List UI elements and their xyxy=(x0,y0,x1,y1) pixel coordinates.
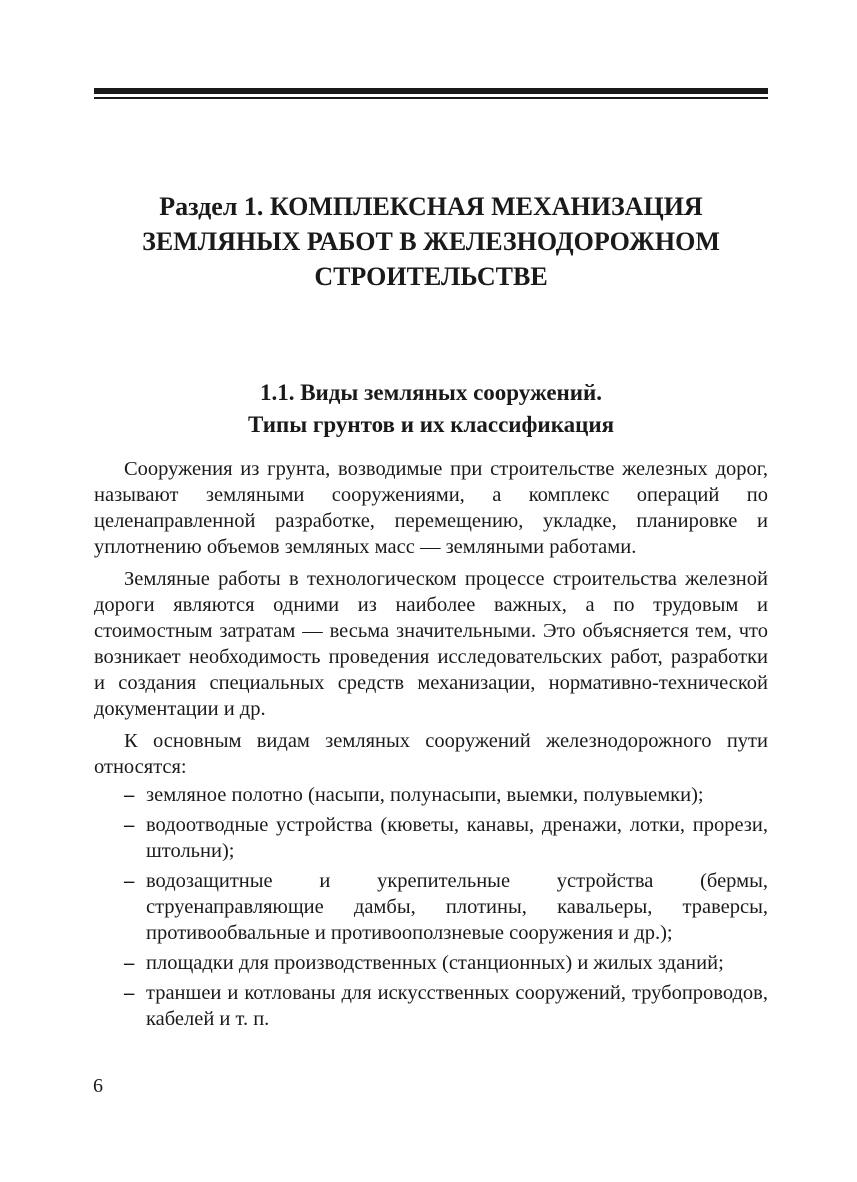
subsection-title-line: 1.1. Виды земляных сооружений. xyxy=(259,380,603,405)
dash-bullet: – xyxy=(124,982,135,1004)
paragraph: К основным видам земляных сооружений железнодорожного пути относятся: xyxy=(94,730,768,778)
paragraph: Сооружения из грунта, возводимые при строительстве железных дорог, называют земляными сооружениями, а комплекс операций по целенаправленной разработке, перемещению, укладке, планировке и уплотнению объемов земляных масс — земляными работами. xyxy=(94,458,768,558)
section-title-line: СТРОИТЕЛЬСТВЕ xyxy=(314,262,548,291)
list-item xyxy=(94,950,768,976)
list-item-text: площадки для производственных (станционных) и жилых зданий; xyxy=(146,952,724,974)
subsection-title-line: Типы грунтов и их классификация xyxy=(247,412,615,437)
subsection-title xyxy=(94,377,768,441)
section-title-line: Раздел 1. КОМПЛЕКСНАЯ МЕХАНИЗАЦИЯ xyxy=(159,192,703,221)
header-rule-thick xyxy=(94,88,768,94)
dash-bullet: – xyxy=(124,784,135,806)
body-text xyxy=(94,456,768,1036)
earthwork-types-list xyxy=(94,782,768,1032)
list-item xyxy=(94,812,768,864)
dash-bullet: – xyxy=(124,814,135,836)
list-item-text: земляное полотно (насыпи, полунасыпи, выемки, полувыемки); xyxy=(146,784,704,806)
dash-bullet: – xyxy=(124,870,135,892)
list-item xyxy=(94,868,768,946)
section-title xyxy=(94,189,768,294)
section-title-line: ЗЕМЛЯНЫХ РАБОТ В ЖЕЛЕЗНОДОРОЖНОМ xyxy=(142,227,720,256)
paragraph: Земляные работы в технологическом процессе строительства железной дороги являются одними из наиболее важных, а по трудовым и стоимостным затратам — весьма значительными. Это объясняется тем, что возникает необходимость проведения исследовательских работ, разработки и создания специальных средств механизации, нормативно-технической документации и др. xyxy=(94,568,768,720)
list-item-text: траншеи и котлованы для искусственных сооружений, трубопроводов, кабелей и т. п. xyxy=(146,982,768,1030)
dash-bullet: – xyxy=(124,952,135,974)
header-rule-thin xyxy=(94,97,768,99)
list-item-text: водоотводные устройства (кюветы, канавы, дренажи, лотки, прорези, штольни); xyxy=(146,814,768,862)
list-item xyxy=(94,782,768,808)
list-item-text: водозащитные и укрепительные устройства (бермы, струенаправляющие дамбы, плотины, кавальеры, траверсы, противообвальные и противооползневые сооружения и др.); xyxy=(146,870,768,944)
list-item xyxy=(94,980,768,1032)
page-number: 6 xyxy=(93,1075,103,1097)
